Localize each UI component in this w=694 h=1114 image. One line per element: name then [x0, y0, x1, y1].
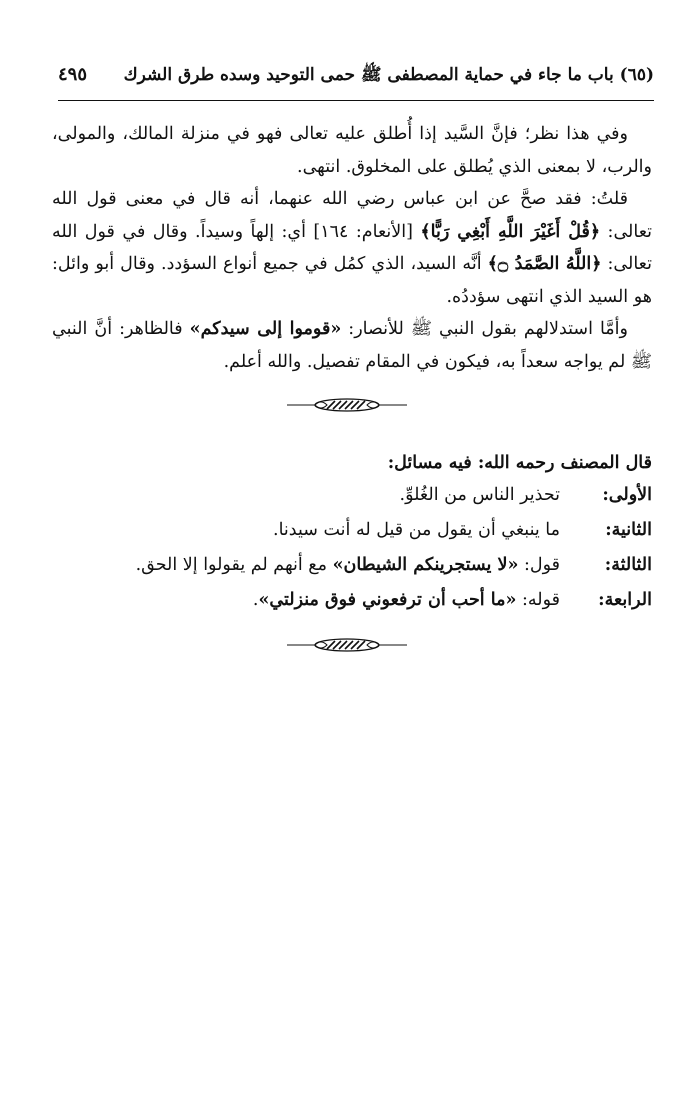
ornament-divider-icon — [287, 634, 407, 656]
header-rule — [58, 100, 654, 101]
issue-row-2 — [52, 513, 652, 548]
paragraph-3-text-b: فالظاهر: أنَّ النبي ﷺ لم يواجه سعداً به، فيكون في المقام تفصيل. والله أعلم. — [52, 319, 652, 372]
hadith-quote: «قوموا إلى سيدكم» — [189, 319, 342, 339]
issue-label: الثانية: — [605, 520, 652, 540]
paragraph-3 — [52, 313, 652, 378]
running-header — [58, 64, 654, 94]
paragraph-1: وفي هذا نظر؛ فإنَّ السَّيد إذا أُطلق عليه تعالى فهو في منزلة المالك، والمولى، والرب، لا بمعنى الذي يُطلق على المخلوق. انتهى. — [52, 124, 652, 177]
issue-row-3 — [52, 548, 652, 583]
paragraph-2-text-c: أنَّه السيد، الذي كمُل في جميع أنواع السؤدد. وقال أبو وائل: هو السيد الذي انتهى سؤددُه. — [52, 254, 652, 307]
issue-text — [253, 583, 560, 618]
section-ornament-bottom — [0, 634, 694, 656]
issue-quote: «ما أحب أن ترفعوني فوق منزلتي» — [258, 590, 517, 610]
issue-text: تحذير الناس من الغُلوِّ. — [399, 485, 560, 505]
quran-verse-2: ﴿اللَّهُ الصَّمَدُ ۝﴾ — [487, 254, 602, 274]
section-ornament-top — [0, 394, 694, 416]
issue-text — [136, 548, 560, 583]
issue-text-post: مع أنهم لم يقولوا إلا الحق. — [135, 555, 333, 575]
issue-text-pre: قول: — [518, 555, 560, 575]
ornament-divider-icon — [287, 394, 407, 416]
issue-row-4 — [52, 583, 652, 618]
paragraph-3-text-a: وأمَّا استدلالهم بقول النبي ﷺ للأنصار: — [341, 319, 628, 339]
issue-label: الأولى: — [602, 485, 652, 505]
paragraph-2-text-a: قلتُ: فقد صحَّ عن ابن عباس رضي الله عنهما، أنه قال في معنى قول الله تعالى: — [52, 189, 653, 242]
issues-section — [52, 448, 652, 618]
paragraph-2 — [52, 183, 652, 313]
issue-text-pre: قوله: — [516, 590, 560, 610]
issue-label: الرابعة: — [598, 590, 652, 610]
quran-verse-1: ﴿قُلْ أَغَيْرَ اللَّهِ أَبْغِي رَبًّا﴾ — [420, 221, 601, 242]
issue-quote: «لا يستجرينكم الشيطان» — [332, 555, 519, 575]
issue-label: الثالثة: — [604, 555, 652, 575]
issue-text: ما ينبغي أن يقول من قيل له أنت سيدنا. — [273, 520, 560, 540]
issues-heading: قال المصنف رحمه الله: فيه مسائل: — [387, 453, 652, 473]
main-text — [52, 118, 652, 378]
paragraph-2-text-b: [الأنعام: ١٦٤] أي: إلهاً وسيداً. وقال في قول الله تعالى: — [52, 221, 652, 274]
issue-text-post: . — [252, 590, 259, 610]
issue-row-1 — [52, 478, 652, 513]
chapter-title: (٦٥) باب ما جاء في حماية المصطفى ﷺ حمى التوحيد وسده طرق الشرك — [123, 65, 654, 85]
page-number: ٤٩٥ — [58, 64, 88, 85]
